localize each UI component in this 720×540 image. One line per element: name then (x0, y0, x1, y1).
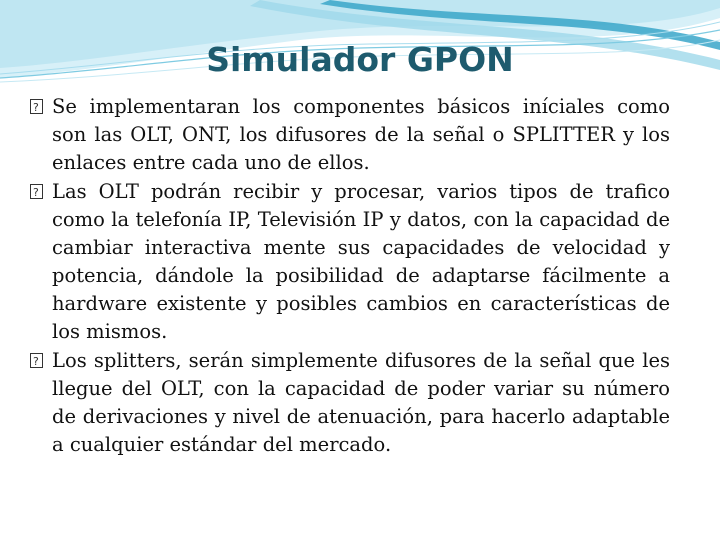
missing-glyph-box-icon (30, 99, 43, 114)
bullet-text: Se implementaran los componentes básicos iníciales como son las OLT, ONT, los difusores de la señal o SPLITTER y los enlaces entre cada uno de ellos. (52, 95, 670, 174)
slide-title: Simulador GPON (206, 40, 514, 79)
list-item (30, 93, 670, 177)
bullet-list (30, 93, 670, 460)
missing-glyph-box-icon (30, 353, 43, 368)
list-item (30, 347, 670, 459)
bullet-text: Los splitters, serán simplemente difusores de la señal que les llegue del OLT, con la capacidad de poder variar su número de derivaciones y nivel de atenuación, para hacerlo adaptable a cualquier estándar del mercado. (52, 349, 670, 456)
list-item (30, 178, 670, 346)
bullet-text: Las OLT podrán recibir y procesar, varios tipos de trafico como la telefonía IP, Televisión IP y datos, con la capacidad de cambiar interactiva mente sus capacidades de velocidad y potencia, dándole la posibilidad de adaptarse fácilmente a hardware existente y posibles cambios en características de los mismos. (52, 180, 670, 343)
missing-glyph-box-icon (30, 184, 43, 199)
